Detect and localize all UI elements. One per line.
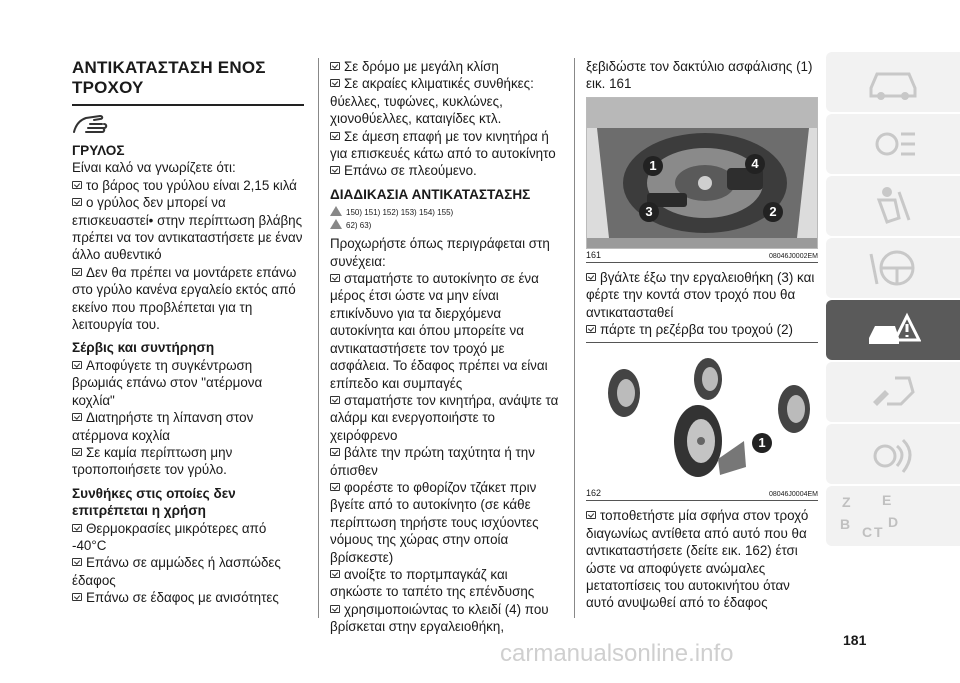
figure-162-wheel-chock <box>586 349 818 487</box>
warning-icon <box>330 206 342 216</box>
index-letter: Z <box>842 494 851 510</box>
checkbox-icon <box>330 132 340 140</box>
checkbox-icon <box>586 511 596 519</box>
warning-icon <box>330 219 342 229</box>
trunk-illustration <box>587 98 818 248</box>
list-item: Δεν θα πρέπει να μοντάρετε επάνω στο γρύλο κανένα εργαλείο εκτός από εκείνο που προβλέπεται για τη λειτουργία του. <box>72 264 297 333</box>
list-item: ο γρύλος δεν μπορεί να επισκευαστεί• στην περίπτωση βλάβης πρέπει να τον αντικαταστήσετε με έναν άλλο αυθεντικό <box>72 195 303 263</box>
list-item: βάλτε την πρώτη ταχύτητα ή την όπισθεν <box>330 445 535 478</box>
checkbox-icon <box>330 79 340 87</box>
checkbox-icon <box>72 413 82 421</box>
hand-icon <box>72 114 304 138</box>
wheels-illustration <box>586 349 818 487</box>
chapter-sidebar <box>826 52 960 548</box>
checkbox-icon <box>586 273 596 281</box>
list-item: χρησιμοποιώντας το κλειδί (4) που βρίσκεται στην εργαλειοθήκη, <box>330 601 549 635</box>
index-letter: E <box>882 492 892 508</box>
service-heading: Σέρβις και συντήρηση <box>72 340 215 356</box>
list-item: Σε δρόμο με μεγάλη κλίση <box>330 58 562 75</box>
page-title <box>72 58 304 98</box>
checkbox-icon <box>330 62 340 70</box>
list-item: σταματήστε το αυτοκίνητο σε ένα μέρος έτσι ώστε να μην είναι επικίνδυνο για τα διερχόμενα αυτοκίνητα και όπου μπορείτε να αντικαταστήσετε τον τροχό με ασφάλεια. Το έδαφος πρέπει να είναι επίπεδο και συμπαγές <box>330 271 548 391</box>
checkbox-icon <box>586 325 596 333</box>
callout-2: 2 <box>763 202 783 222</box>
page-number: 181 <box>843 632 867 648</box>
index-letter: T <box>874 524 883 540</box>
callout-3: 3 <box>639 202 659 222</box>
figure-top-rule <box>586 342 818 343</box>
column-3 <box>586 58 818 612</box>
jack-intro: Είναι καλό να γνωρίζετε ότι: <box>72 160 236 176</box>
list-item: Αποφύγετε τη συγκέντρωση βρωμιάς επάνω στον "ατέρμονα κοχλία" <box>72 357 263 408</box>
maintenance-icon[interactable] <box>826 362 960 422</box>
title-line-2: ΤΡΟΧΟΥ <box>72 78 144 97</box>
index-icon[interactable] <box>826 486 960 546</box>
column-1 <box>72 58 304 607</box>
title-line-1: ΑΝΤΙΚΑΤΑΣΤΑΣΗ ΕΝΟΣ <box>72 58 266 77</box>
car-dashboard-icon[interactable] <box>826 52 960 112</box>
checkbox-icon <box>330 274 340 282</box>
list-item: Διατηρήστε τη λίπανση στον ατέρμονα κοχλία <box>72 410 254 443</box>
checkbox-icon <box>330 483 340 491</box>
checkbox-icon <box>72 558 82 566</box>
checkbox-icon <box>72 361 82 369</box>
figure-code: 08046J0002EM <box>768 252 818 260</box>
list-item: Θερμοκρασίες μικρότερες από -40°C <box>72 520 267 553</box>
callout-1: 1 <box>752 433 772 453</box>
checkbox-icon <box>330 166 340 174</box>
list-item: Επάνω σε έδαφος με ανισότητες <box>72 589 304 606</box>
list-item: τοποθετήστε μία σφήνα στον τροχό διαγωνίως αντίθετα από αυτό που θα αντικαταστήσετε (δείτε εικ. 162) έτσι ώστε να αποφύγετε ανώμαλες μετατοπίσεις του αυτοκινήτου όταν αυτό ανυψωθεί από το έδαφος <box>586 508 809 611</box>
checkbox-icon <box>72 268 82 276</box>
conditions-heading: Συνθήκες στις οποίες δεν επιτρέπεται η χρήση <box>72 485 236 519</box>
figure-number: 162 <box>586 488 602 499</box>
list-item: πάρτε τη ρεζέρβα του τροχού (2) <box>586 321 818 338</box>
jack-heading: ΓΡΥΛΟΣ <box>72 143 125 158</box>
checkbox-icon <box>72 448 82 456</box>
callout-1: 1 <box>643 156 663 176</box>
figure-caption <box>586 249 818 263</box>
column-divider <box>574 58 575 618</box>
index-letter: C <box>862 524 873 540</box>
column-2 <box>330 58 562 636</box>
list-item: Σε ακραίες κλιματικές συνθήκες: θύελλες, τυφώνες, κυκλώνες, χιονοθύελλες, καταιγίδες κτλ. <box>330 76 534 127</box>
checkbox-icon <box>72 593 82 601</box>
checkbox-icon <box>330 605 340 613</box>
figure-code: 08046J0004EM <box>768 491 818 499</box>
checkbox-icon <box>72 181 82 189</box>
checkbox-icon <box>330 396 340 404</box>
callout-4: 4 <box>745 154 765 174</box>
seat-safety-icon[interactable] <box>826 176 960 236</box>
list-item: ανοίξτε το πορτμπαγκάζ και σηκώστε το ταπέτο της επένδυσης <box>330 566 535 600</box>
list-item: Σε άμεση επαφή με τον κινητήρα ή για επισκευές κάτω από το αυτοκίνητο <box>330 128 556 162</box>
list-item: Σε καμία περίπτωση μην τροποποιήσετε τον γρύλο. <box>72 444 233 478</box>
list-item: βγάλτε έξω την εργαλειοθήκη (3) και φέρτε την κοντά στον τροχό που θα αντικατασταθεί <box>586 269 815 320</box>
checkbox-icon <box>330 570 340 578</box>
figure-number: 161 <box>586 249 602 260</box>
list-item: Επάνω σε αμμώδες ή λασπώδες έδαφος <box>72 555 281 588</box>
multimedia-icon[interactable] <box>826 424 960 484</box>
steering-wheel-icon[interactable] <box>826 238 960 298</box>
warning-lights-icon[interactable] <box>826 114 960 174</box>
watermark: carmanualsonline.info <box>500 640 734 667</box>
continued-text: ξεβιδώστε τον δακτύλιο ασφάλισης (1) εικ. 161 <box>586 59 813 92</box>
emergency-car-icon[interactable] <box>826 300 960 360</box>
title-rule <box>72 104 304 106</box>
procedure-heading: ΔΙΑΔΙΚΑΣΙΑ ΑΝΤΙΚΑΤΑΣΤΑΣΗΣ <box>330 186 531 202</box>
warning-references: 150) 151) 152) 153) 154) 155) 62) 63) <box>330 206 562 232</box>
procedure-intro: Προχωρήστε όπως περιγράφεται στη συνέχεια: <box>330 236 550 269</box>
list-item: σταματήστε τον κινητήρα, ανάψτε τα αλάρμ και ενεργοποιήστε το χειρόφρενο <box>330 392 559 443</box>
checkbox-icon <box>330 448 340 456</box>
column-divider <box>318 58 319 618</box>
checkbox-icon <box>72 198 82 206</box>
list-item: το βάρος του γρύλου είναι 2,15 κιλά <box>72 177 304 194</box>
checkbox-icon <box>72 524 82 532</box>
list-item: Επάνω σε πλεούμενο. <box>330 162 562 179</box>
index-letter: D <box>888 514 899 530</box>
index-letter: B <box>840 516 851 532</box>
figure-161-spare-wheel <box>586 97 818 249</box>
figure-caption <box>586 487 818 501</box>
list-item: φορέστε το φθορίζον τζάκετ πριν βγείτε από το αυτοκίνητο (σε κάθε περίπτωση τηρήστε τους ισχύοντες νόμους της χώρας στην οποία βρίσκεστε) <box>330 479 539 565</box>
